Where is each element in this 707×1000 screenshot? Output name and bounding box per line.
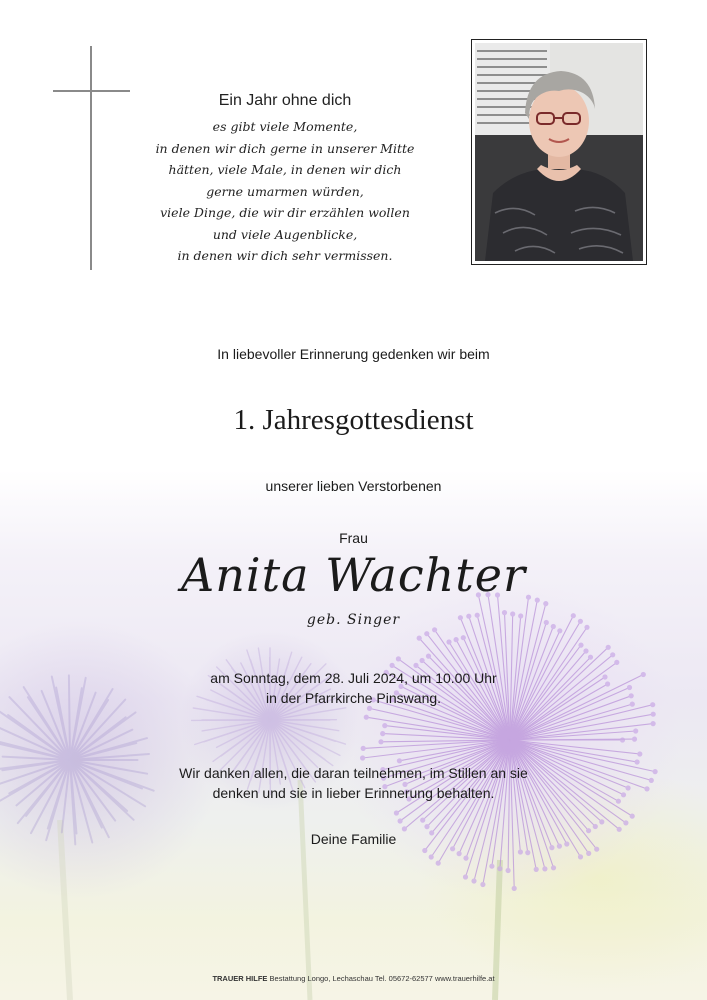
poem-line: in denen wir dich sehr vermissen.: [177, 248, 393, 263]
service-details: [0, 668, 707, 708]
service-place: in der Pfarrkirche Pinswang.: [265, 690, 442, 706]
cross-icon: [90, 46, 92, 270]
poem-line: es gibt viele Momente,: [212, 119, 358, 134]
thanks-text: [0, 763, 707, 803]
maiden-name: geb. Singer: [306, 612, 401, 628]
thanks-line: denken und sie in lieber Erinnerung behalten.: [212, 785, 495, 801]
subtitle-text: unserer lieben Verstorbenen: [265, 478, 442, 494]
event-title: 1. Jahresgottesdienst: [233, 404, 474, 436]
poem-line: und viele Augenblicke,: [212, 226, 358, 242]
poem-title: Ein Jahr ohne dich: [218, 92, 352, 109]
memorial-poem: [130, 92, 440, 267]
footer-brand: TRAUER HILFE: [212, 974, 268, 983]
poem-line: gerne umarmen würden,: [206, 183, 364, 199]
footer-contact: Bestattung Longo, Lechaschau Tel. 05672-62577 www.trauerhilfe.at: [269, 974, 495, 983]
poem-line: in denen wir dich gerne in unserer Mitte: [155, 140, 415, 156]
intro-text: In liebevoller Erinnerung gedenken wir beim: [217, 346, 490, 362]
poem-line: hätten, viele Male, in denen wir dich: [168, 162, 402, 177]
portrait-photo: [471, 39, 647, 265]
footer-imprint: [0, 974, 707, 983]
family-signature: Deine Familie: [310, 831, 397, 847]
service-date: am Sonntag, dem 28. Juli 2024, um 10.00 Uhr: [210, 670, 497, 686]
cross-icon-bar: [53, 90, 130, 92]
poem-line: viele Dinge, die wir dir erzählen wollen: [160, 205, 410, 220]
thanks-line: Wir danken allen, die daran teilnehmen, im Stillen an sie: [179, 765, 528, 781]
salutation: Frau: [339, 530, 368, 546]
deceased-name: Anita Wachter: [181, 548, 526, 602]
